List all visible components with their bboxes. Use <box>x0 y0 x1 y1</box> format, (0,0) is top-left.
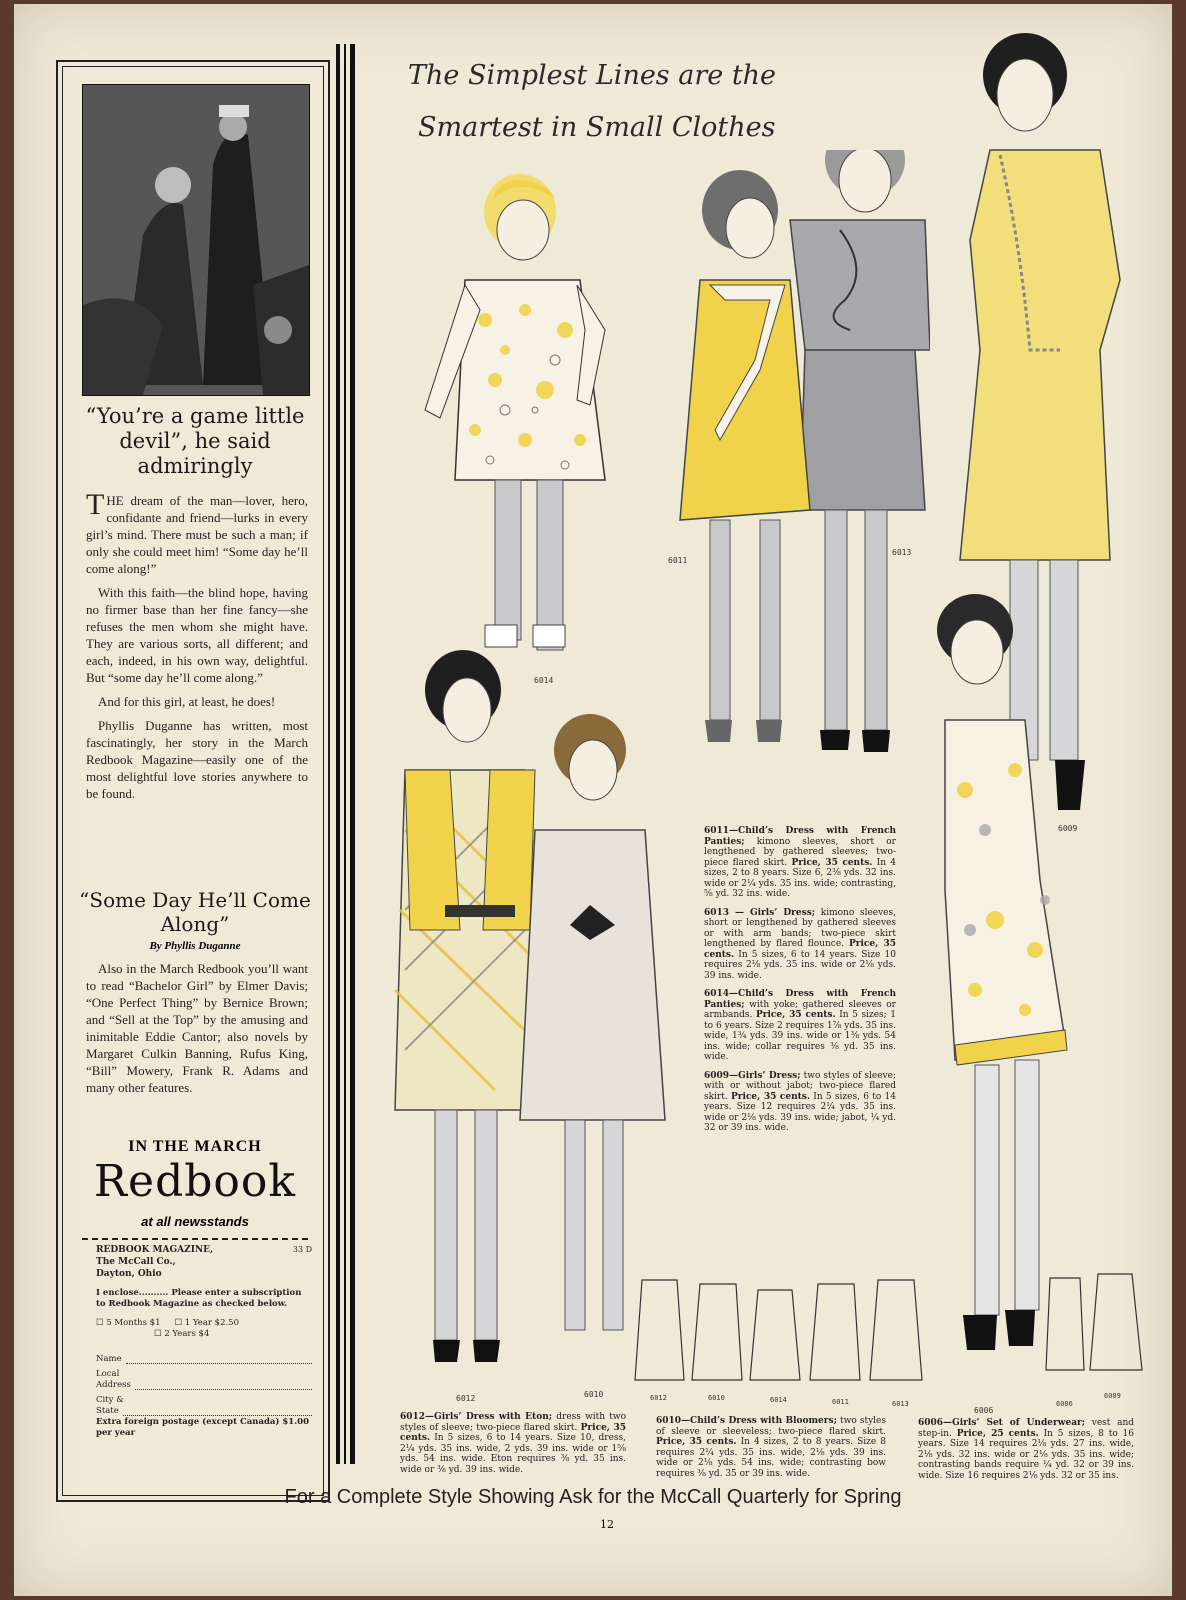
state-field[interactable] <box>96 1406 312 1417</box>
figure-6011-6013-illustration <box>670 150 930 780</box>
label-6014: 6014 <box>534 676 554 685</box>
label-6010: 6010 <box>584 1390 604 1399</box>
flat-label-6: 6006 <box>1056 1400 1073 1408</box>
label-6009: 6009 <box>1058 824 1078 833</box>
in-the-march: IN THE MARCH <box>128 1138 262 1155</box>
flat-label-1: 6012 <box>650 1394 667 1402</box>
flat-label-3: 6014 <box>770 1396 787 1404</box>
postage-note: Extra foreign postage (except Canada) $1.00 per year <box>96 1417 310 1438</box>
pattern-flat-sketches <box>632 1270 1152 1390</box>
newsstands-tagline: at all newsstands <box>141 1214 249 1229</box>
label-6013: 6013 <box>892 548 912 557</box>
coupon-cut-line <box>82 1238 308 1240</box>
story-title: “Some Day He’ll Come Along” <box>79 888 311 936</box>
ad-paragraph-4: Phyllis Duganne has written, most fascinatingly, her story in the March Redbook Magazine—easily one of the most delightful love stories anywhere to be found. <box>86 718 308 801</box>
flat-label-7: 6009 <box>1104 1392 1121 1400</box>
column-rule-1 <box>336 44 340 1464</box>
ad-also-paragraph: Also in the March Redbook you’ll want to read “Bachelor Girl” by Elmer Davis; “One Perfect Thing” by Bernice Brown; and “Sell at the Top” by the amusing and inimitable Eddie Cantor; also novels by Margaret Culkin Banning, Rufus King, “Bill” Mowery, Frank R. Adams and many other features. <box>86 961 308 1095</box>
label-6012: 6012 <box>456 1394 476 1403</box>
ad-paragraph-1: HE dream of the man—lover, hero, confidante and friend—lurks in every girl’s mind. There must be such a man; if only she could meet him! “Some day he’ll come along!” <box>86 493 308 576</box>
descriptions-column <box>704 826 896 1142</box>
ad-body-text <box>86 488 308 809</box>
story-byline: By Phyllis Duganne <box>149 940 241 952</box>
option-5-months[interactable]: ☐ 5 Months $1 <box>96 1318 161 1328</box>
heading-line-1: The Simplest Lines are the <box>408 60 777 91</box>
ad-paragraph-2: With this faith—the blind hope, having no firmer base than her fine fancy—she refuses the men whom she might have. They are various sorts, all different; and each, indeed, in his own way, delightful. But “some day he’ll come along.” <box>86 585 308 685</box>
city-label: City & <box>96 1395 124 1405</box>
coupon-options-row <box>96 1318 312 1329</box>
drop-cap: T <box>86 488 105 521</box>
label-6006: 6006 <box>974 1406 994 1415</box>
desc-6010: 6010—Child’s Dress with Bloomers; two styles of sleeve or sleeveless; two-piece flared skirt. Price, 35 cents. In 4 sizes, 2 to 8 years. Size 8 requires 2¼ yds. 35 ins. wide, 2⅛ yds. 39 ins. wide or 2⅛ yds. 54 ins. wide; contrasting bow requires ⅜ yd. 35 or 39 ins. wide. <box>656 1416 886 1479</box>
page-number: 12 <box>600 1518 614 1531</box>
option-2-years[interactable]: ☐ 2 Years $4 <box>154 1329 210 1339</box>
local-label: Local <box>96 1369 120 1379</box>
state-blank[interactable] <box>123 1406 312 1416</box>
name-label: Name <box>96 1354 122 1364</box>
ad-paragraph-3: And for this girl, at least, he does! <box>98 694 276 709</box>
coupon-address-1: REDBOOK MAGAZINE, <box>96 1245 214 1255</box>
address-field[interactable] <box>96 1380 312 1391</box>
figure-6014-illustration <box>405 170 625 690</box>
column-rule-2 <box>344 44 346 1464</box>
figure-6006-illustration <box>905 590 1095 1380</box>
desc-6014: 6014—Child’s Dress with French Panties; with yoke; gathered sleeves or armbands. Price, 35 cents. In 5 sizes; 1 to 6 years. Size 2 requires 1⅞ yds. 35 ins. wide, 1¾ yds. 39 ins. wide or 1⅜ yds. 54 ins. wide; collar requires ⅜ yd. 35 ins. wide. <box>704 989 897 1062</box>
desc-6011: 6011—Child’s Dress with French Panties; kimono sleeves, short or lengthened by gathered sleeves; two-piece flared skirt. Price, 35 cents. In 4 sizes, 2 to 8 years. Size 6, 2⅜ yds. 32 ins. wide or 2¼ yds. 35 ins. wide; contrasting, ⅝ yd. 32 ins. wide. <box>704 826 896 899</box>
heading-line-2: Smartest in Small Clothes <box>418 112 776 143</box>
coupon-enclose-text: I enclose.......... Please enter a subscription to Redbook Magazine as checked below. <box>96 1288 302 1309</box>
coupon-code: 33 D <box>292 1245 312 1254</box>
column-rule-3 <box>350 44 355 1464</box>
address-label: Address <box>96 1380 131 1390</box>
name-blank[interactable] <box>126 1354 312 1364</box>
flat-label-2: 6010 <box>708 1394 725 1402</box>
desc-6013: 6013 — Girls’ Dress; kimono sleeves, short or lengthened by gathered sleeves or with arm bands; two-piece skirt lengthened by flared flounce. Price, 35 cents. In 5 sizes, 6 to 14 years. Size 10 requires 2⅛ yds. 35 ins. wide or 2⅛ yds. 39 ins. wide. <box>704 907 896 981</box>
subscription-coupon <box>96 1244 312 1439</box>
option-1-year[interactable]: ☐ 1 Year $2.50 <box>174 1318 240 1328</box>
desc-6006: 6006—Girls’ Set of Underwear; vest and step-in. Price, 25 cents. In 5 sizes, 8 to 16 years. Size 14 requires 2⅛ yds. 27 ins. wide, 2⅛ yds. 32 ins. wide or 2⅛ yds. 35 ins. wide; contrasting bands require ¼ yd. 32 or 39 ins. wide. Size 16 requires 2⅛ yds. 32 or 35 ins. <box>918 1418 1135 1481</box>
desc-6009: 6009—Girls’ Dress; two styles of sleeve; with or without jabot; two-piece flared skirt. Price, 35 cents. In 5 sizes, 6 to 14 years. Size 12 requires 2¼ yds. 35 ins. wide or 2⅛ yds. 39 ins. wide; jabot, ¼ yd. 32 or 39 ins. wide. <box>704 1070 896 1133</box>
desc-6012: 6012—Girls’ Dress with Eton; dress with two styles of sleeve; two-piece flared skirt. Price, 35 cents. In 5 sizes, 6 to 14 years. Size 10, dress, 2¼ yds. 35 ins. wide, 2 yds. 39 ins. wide or 1⅝ yds. 54 ins. wide. Eton requires ⅜ yd. 35 ins. wide or ⅜ yd. 39 ins. wide. <box>400 1412 626 1475</box>
ad-also-text <box>86 960 308 1103</box>
state-label: State <box>96 1406 119 1416</box>
flat-label-5: 6013 <box>892 1400 909 1408</box>
address-blank[interactable] <box>135 1380 312 1390</box>
label-6011: 6011 <box>668 556 688 565</box>
coupon-address-3: Dayton, Ohio <box>96 1269 162 1279</box>
name-field[interactable] <box>96 1354 312 1365</box>
redbook-advertisement <box>56 60 330 1502</box>
ad-headline: “You’re a game little devil”, he said admiringly <box>85 404 305 478</box>
flat-label-4: 6011 <box>832 1398 849 1406</box>
page-heading <box>408 50 808 154</box>
coupon-address-2: The McCall Co., <box>96 1257 176 1267</box>
ad-illustration <box>82 84 310 396</box>
redbook-logo: Redbook <box>93 1156 297 1207</box>
page-footer: For a Complete Style Showing Ask for the McCall Quarterly for Spring <box>284 1486 902 1508</box>
